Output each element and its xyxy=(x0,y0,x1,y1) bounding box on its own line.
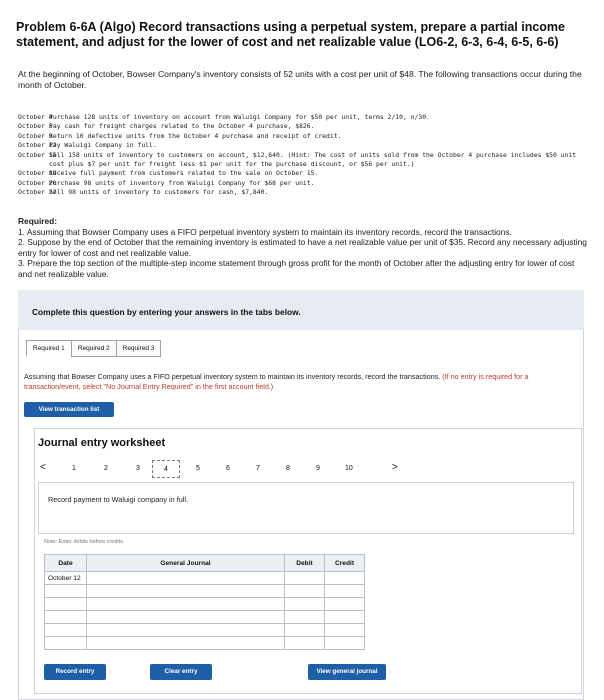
credit-input[interactable] xyxy=(325,624,365,637)
required-section xyxy=(18,216,588,279)
page-3[interactable]: 3 xyxy=(136,465,140,472)
account-input[interactable] xyxy=(87,585,285,598)
transaction-date: October 9 xyxy=(18,131,53,140)
credit-input[interactable] xyxy=(325,585,365,598)
instructions-text: Assuming that Bowser Company uses a FIFO perpetual inventory system to maintain its inventory records, record the transactions. xyxy=(24,372,441,381)
table-row xyxy=(45,624,365,637)
record-description: Record payment to Waluigi company in full. xyxy=(48,495,189,504)
transaction-date: October 19 xyxy=(18,169,57,178)
required-heading: Required: xyxy=(18,216,58,226)
complete-instructions-bar: Complete this question by entering your answers in the tabs below. xyxy=(18,290,584,330)
transaction-date: October 15 xyxy=(18,150,57,159)
transaction-text: Receive full payment from customers related to the sale on October 15. xyxy=(49,169,319,178)
column-header-credit: Credit xyxy=(325,555,365,572)
account-input[interactable] xyxy=(87,624,285,637)
date-cell[interactable] xyxy=(45,585,87,598)
transaction-row xyxy=(18,169,588,178)
transaction-date: October 20 xyxy=(18,178,57,187)
table-row xyxy=(45,598,365,611)
previous-page-icon[interactable]: < xyxy=(40,462,46,473)
tab-required-2[interactable]: Required 2 xyxy=(71,340,116,357)
debit-credit-note: Note: Enter debits before credits. xyxy=(44,539,125,545)
transaction-row xyxy=(18,122,588,131)
required-item: 2. Suppose by the end of October that the remaining inventory is estimated to have a net realizable value per unit of $35. Record any necessary adjusting entry for lower of cost and net realizable value. xyxy=(18,237,587,258)
record-entry-button[interactable]: Record entry xyxy=(44,664,106,680)
table-row xyxy=(45,585,365,598)
debit-input[interactable] xyxy=(285,585,325,598)
page-1[interactable]: 1 xyxy=(72,465,76,472)
page-4-current[interactable]: 4 xyxy=(152,460,180,478)
page-9[interactable]: 9 xyxy=(316,465,320,472)
transaction-text: Sell 98 units of inventory to customers for cash, $7,840. xyxy=(49,188,269,197)
view-transaction-list-button[interactable]: View transaction list xyxy=(24,402,114,417)
date-cell[interactable] xyxy=(45,598,87,611)
credit-input[interactable] xyxy=(325,611,365,624)
transaction-text: Pay Waluigi Company in full. xyxy=(49,141,157,150)
transaction-text: Purchase 128 units of inventory on account from Waluigi Company for $50 per unit, terms 2/10, n/30. xyxy=(49,113,430,121)
debit-input[interactable] xyxy=(285,624,325,637)
next-page-icon[interactable]: > xyxy=(392,462,398,473)
transaction-text: Purchase 98 units of inventory from Waluigi Company for $68 per unit. xyxy=(49,178,315,187)
date-cell[interactable] xyxy=(45,611,87,624)
transaction-row xyxy=(18,179,588,188)
transaction-date: October 5 xyxy=(18,122,53,131)
view-general-journal-button[interactable]: View general journal xyxy=(308,664,386,680)
tab-required-1[interactable]: Required 1 xyxy=(26,340,71,357)
table-row xyxy=(45,637,365,650)
transaction-text: Pay cash for freight charges related to the October 4 purchase, $826. xyxy=(49,122,315,131)
debit-input[interactable] xyxy=(285,611,325,624)
debit-input[interactable] xyxy=(285,637,325,650)
instructions-note: (If no entry is required for a transaction/event, select "No Journal Entry Required" in the first account field.) xyxy=(24,372,529,391)
date-cell[interactable] xyxy=(45,637,87,650)
problem-title: Problem 6-6A (Algo) Record transactions using a perpetual system, prepare a partial income statement, and adjust for the lower of cost and net realizable value (LO6-2, 6-3, 6-4, 6-5, 6-6) xyxy=(16,20,565,49)
tab-instructions xyxy=(24,372,576,391)
transaction-text: Sell 158 units of inventory to customers on account, $12,640. (Hint: The cost of units sold from the October 4 purchase includes $50 unit cost plus $7 per unit for freight less $1 per unit for the purchase discount, or $56 per unit.) xyxy=(49,150,580,169)
page-5[interactable]: 5 xyxy=(196,465,200,472)
credit-input[interactable] xyxy=(325,572,365,585)
date-cell[interactable]: October 12 xyxy=(45,572,87,585)
tab-bar xyxy=(26,340,161,357)
account-input[interactable] xyxy=(87,598,285,611)
page-10[interactable]: 10 xyxy=(345,465,353,472)
credit-input[interactable] xyxy=(325,637,365,650)
table-row xyxy=(45,572,365,585)
page-7[interactable]: 7 xyxy=(256,465,260,472)
worksheet-pager xyxy=(40,460,410,480)
transaction-row xyxy=(18,151,588,170)
clear-entry-button[interactable]: Clear entry xyxy=(150,664,212,680)
transaction-text: Return 10 defective units from the October 4 purchase and receipt of credit. xyxy=(49,131,342,140)
page-6[interactable]: 6 xyxy=(226,465,230,472)
transaction-date: October 12 xyxy=(18,141,57,150)
transaction-row xyxy=(18,132,588,141)
required-item: 3. Prepare the top section of the multiple-step income statement through gross profit for the month of October after the adjusting entry for lower of cost and net realizable value. xyxy=(18,258,575,279)
column-header-debit: Debit xyxy=(285,555,325,572)
problem-intro: At the beginning of October, Bowser Company's inventory consists of 52 units with a cost per unit of $48. The following transactions occur during the month of October. xyxy=(18,69,582,90)
required-item: 1. Assuming that Bowser Company uses a FIFO perpetual inventory system to maintain its inventory records, record the transactions. xyxy=(18,226,512,237)
debit-input[interactable] xyxy=(285,572,325,585)
debit-input[interactable] xyxy=(285,598,325,611)
account-input[interactable] xyxy=(87,611,285,624)
journal-table xyxy=(44,554,365,650)
page-2[interactable]: 2 xyxy=(104,465,108,472)
transaction-list xyxy=(18,113,588,198)
transaction-date: October 22 xyxy=(18,188,57,197)
transaction-row xyxy=(18,188,588,197)
transaction-row xyxy=(18,141,588,150)
table-row xyxy=(45,611,365,624)
credit-input[interactable] xyxy=(325,598,365,611)
tab-required-3[interactable]: Required 3 xyxy=(116,340,162,357)
record-description-box xyxy=(38,482,574,534)
account-input[interactable] xyxy=(87,637,285,650)
date-cell[interactable] xyxy=(45,624,87,637)
page-8[interactable]: 8 xyxy=(286,465,290,472)
transaction-date: October 4 xyxy=(18,113,53,121)
account-input[interactable] xyxy=(87,572,285,585)
worksheet-title: Journal entry worksheet xyxy=(38,437,166,449)
column-header-date: Date xyxy=(45,555,87,572)
column-header-general-journal: General Journal xyxy=(87,555,285,572)
transaction-row xyxy=(18,113,588,122)
